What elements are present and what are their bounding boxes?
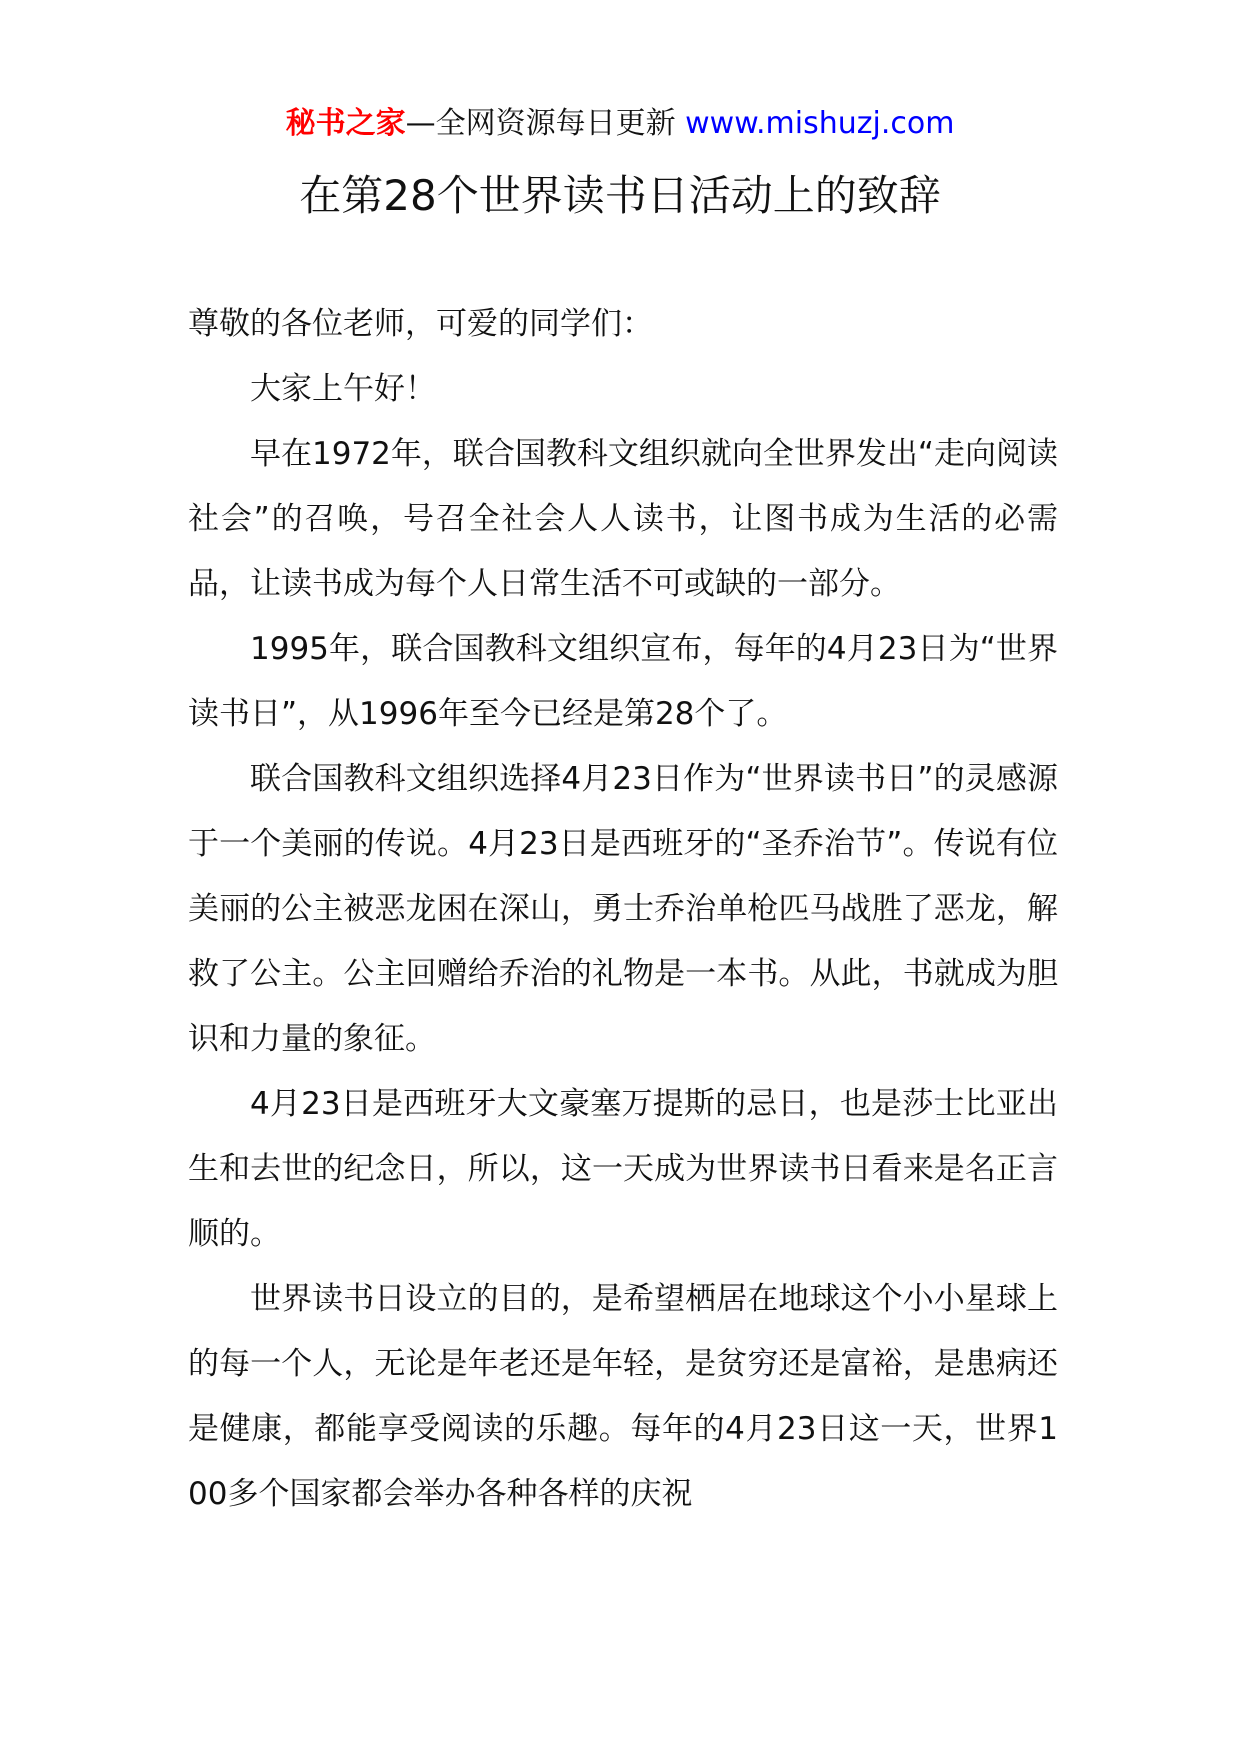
paragraph: 早在1972年，联合国教科文组织就向全世界发出“走向阅读社会”的召唤，号召全社会人人读书，让图书成为生活的必需品，让读书成为每个人日常生活不可或缺的一部分。 — [188, 436, 1058, 602]
site-header — [0, 100, 1240, 148]
paragraph: 大家上午好！ — [250, 371, 436, 407]
paragraph: 世界读书日设立的目的，是希望栖居在地球这个小小星球上的每一个人，无论是年老还是年轻，是贫穷还是富裕，是患病还是健康，都能享受阅读的乐趣。每年的4月23日这一天，世界100多个国家都会举办各种各样的庆祝 — [188, 1281, 1058, 1512]
salutation: 尊敬的各位老师，可爱的同学们： — [188, 306, 653, 342]
paragraph: 4月23日是西班牙大文豪塞万提斯的忌日，也是莎士比亚出生和去世的纪念日，所以，这一天成为世界读书日看来是名正言顺的。 — [188, 1086, 1058, 1252]
brand-name: 秘书之家 — [285, 106, 406, 141]
header-tagline: —全网资源每日更新 — [405, 106, 686, 141]
paragraph: 1995年，联合国教科文组织宣布，每年的4月23日为“世界读书日”，从1996年至今已经是第28个了。 — [188, 631, 1058, 732]
document-title: 在第28个世界读书日活动上的致辞 — [299, 171, 941, 220]
paragraph: 联合国教科文组织选择4月23日作为“世界读书日”的灵感源于一个美丽的传说。4月23日是西班牙的“圣乔治节”。传说有位美丽的公主被恶龙困在深山，勇士乔治单枪匹马战胜了恶龙，解救了公主。公主回赠给乔治的礼物是一本书。从此，书就成为胆识和力量的象征。 — [188, 761, 1058, 1057]
document-body — [188, 292, 1058, 1527]
site-url-link[interactable]: www.mishuzj.com — [685, 106, 955, 141]
